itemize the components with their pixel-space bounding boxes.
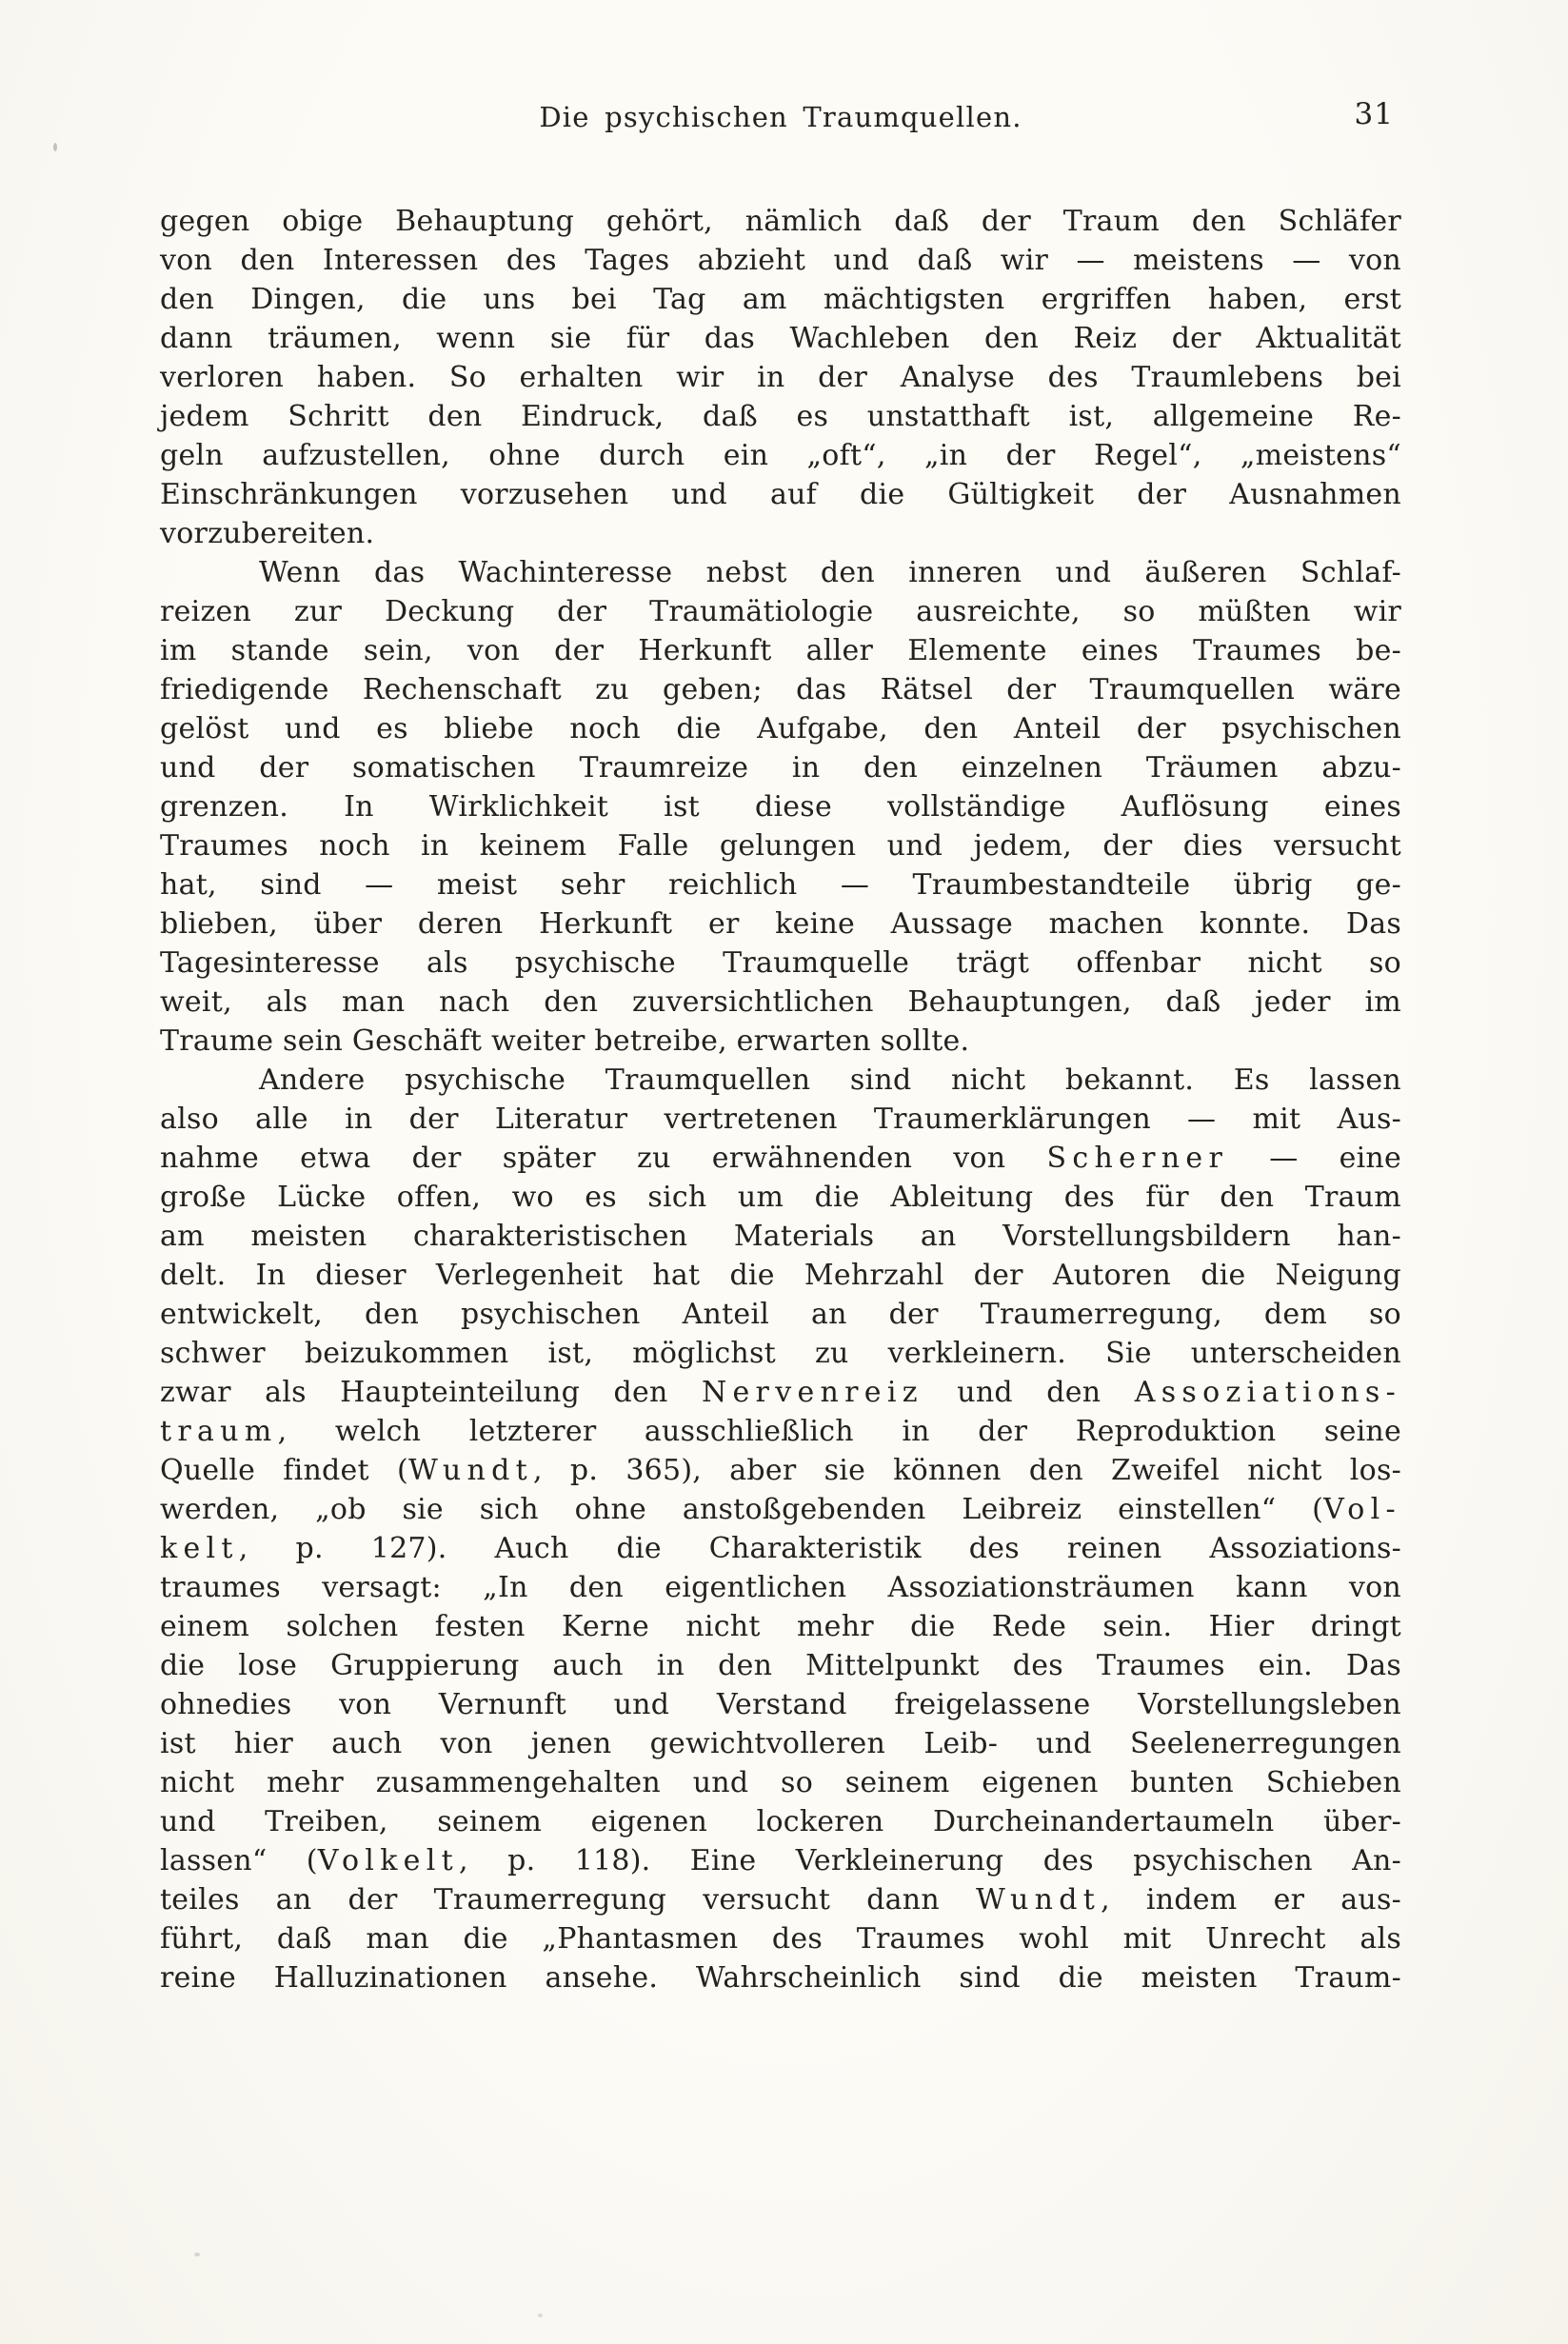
text-line: im stande sein, von der Herkunft aller Elemente eines Traumes be- — [160, 634, 1401, 667]
text-line: Einschränkungen vorzusehen und auf die Gültigkeit der Ausnahmen — [160, 478, 1401, 511]
text-line: kelt, p. 127). Auch die Charakteristik des reinen Assoziations- — [160, 1532, 1401, 1565]
text-line: die lose Gruppierung auch in den Mittelpunkt des Traumes ein. Das — [160, 1649, 1401, 1682]
text-line: weit, als man nach den zuversichtlichen Behauptungen, daß jeder im — [160, 985, 1401, 1019]
running-head — [160, 97, 1401, 143]
emphasized-name: Vol- — [1323, 1493, 1401, 1526]
text-line: geln aufzustellen, ohne durch ein „oft“, „in der Regel“, „meistens“ — [160, 439, 1401, 472]
text-line: Traume sein Geschäft weiter betreibe, erwarten sollte. — [160, 1024, 970, 1058]
text-line: gelöst und es bliebe noch die Aufgabe, den Anteil der psychischen — [160, 712, 1401, 745]
text-line: reizen zur Deckung der Traumätiologie ausreichte, so müßten wir — [160, 595, 1401, 628]
text-line: hat, sind — meist sehr reichlich — Traumbestandteile übrig ge- — [160, 868, 1401, 902]
text-column — [160, 0, 1401, 1997]
text-line: führt, daß man die „Phantasmen des Traumes wohl mit Unrecht als — [160, 1922, 1401, 1956]
scan-artifact-dot — [194, 2253, 200, 2256]
text-line: reine Halluzinationen ansehe. Wahrscheinlich sind die meisten Traum- — [160, 1961, 1401, 1995]
text-line: Wenn das Wachinteresse nebst den inneren und äußeren Schlaf- — [259, 556, 1401, 589]
text-line: delt. In dieser Verlegenheit hat die Mehrzahl der Autoren die Neigung — [160, 1259, 1401, 1292]
text-line: große Lücke offen, wo es sich um die Ableitung des für den Traum — [160, 1181, 1401, 1214]
text-line: dann träumen, wenn sie für das Wachleben den Reiz der Aktualität — [160, 322, 1401, 355]
running-head-title: Die psychischen Traumquellen. — [539, 101, 1022, 133]
text-line: Quelle findet (Wundt, p. 365), aber sie können den Zweifel nicht los- — [160, 1454, 1401, 1487]
text-line: Andere psychische Traumquellen sind nicht bekannt. Es lassen — [259, 1063, 1401, 1097]
emphasized-name: kelt — [160, 1532, 239, 1565]
text-line: traumes versagt: „In den eigentlichen Assoziationsträumen kann von — [160, 1571, 1401, 1604]
emphasized-name: traum — [160, 1415, 278, 1448]
text-line: zwar als Haupteinteilung den Nervenreiz und den Assoziations- — [160, 1376, 1402, 1409]
text-line: gegen obige Behauptung gehört, nämlich daß der Traum den Schläfer — [160, 205, 1401, 238]
page-number: 31 — [1354, 97, 1394, 131]
text-block — [160, 202, 1401, 1997]
text-line: den Dingen, die uns bei Tag am mächtigsten ergriffen haben, erst — [160, 283, 1401, 316]
text-line: Tagesinteresse als psychische Traumquelle trägt offenbar nicht so — [160, 946, 1401, 980]
emphasized-name: Volkelt — [317, 1844, 459, 1877]
text-line: nicht mehr zusammengehalten und so seinem eigenen bunten Schieben — [160, 1766, 1401, 1799]
text-line: traum, welch letzterer ausschließlich in der Reproduktion seine — [160, 1415, 1401, 1448]
emphasized-name: Wundt — [407, 1454, 533, 1487]
text-line: grenzen. In Wirklichkeit ist diese vollständige Auflösung eines — [160, 790, 1401, 824]
text-line: teiles an der Traumerregung versucht dann Wundt, indem er aus- — [160, 1883, 1401, 1917]
text-line: verloren haben. So erhalten wir in der Analyse des Traumlebens bei — [160, 361, 1401, 394]
text-line: und Treiben, seinem eigenen lockeren Durcheinandertaumeln über- — [160, 1805, 1401, 1838]
text-line: ohnedies von Vernunft und Verstand freigelassene Vorstellungsleben — [160, 1688, 1401, 1721]
text-line: ist hier auch von jenen gewichtvolleren Leib- und Seelenerregungen — [160, 1727, 1401, 1760]
text-line: lassen“ (Volkelt, p. 118). Eine Verkleinerung des psychischen An- — [160, 1844, 1401, 1877]
text-line: entwickelt, den psychischen Anteil an der Traumerregung, dem so — [160, 1298, 1401, 1331]
emphasized-name: Scherner — [1046, 1142, 1229, 1175]
text-line: einem solchen festen Kerne nicht mehr die Rede sein. Hier dringt — [160, 1610, 1401, 1643]
text-line: also alle in der Literatur vertretenen Traumerklärungen — mit Aus- — [160, 1102, 1401, 1136]
text-line: werden, „ob sie sich ohne anstoßgebenden Leibreiz einstellen“ (Vol- — [160, 1493, 1401, 1526]
text-line: friedigende Rechenschaft zu geben; das Rätsel der Traumquellen wäre — [160, 673, 1401, 706]
text-line: blieben, über deren Herkunft er keine Aussage machen konnte. Das — [160, 907, 1401, 941]
text-line: vorzubereiten. — [160, 517, 375, 550]
scan-artifact-dot — [538, 2314, 543, 2317]
emphasized-name: Wundt — [976, 1883, 1102, 1917]
text-line: von den Interessen des Tages abzieht und daß wir — meistens — von — [160, 244, 1401, 277]
text-line: am meisten charakteristischen Materials an Vorstellungsbildern han- — [160, 1220, 1401, 1253]
emphasized-name: Nervenreiz — [701, 1376, 923, 1409]
scan-artifact-dot — [53, 143, 57, 151]
text-line: Traumes noch in keinem Falle gelungen und jedem, der dies versucht — [160, 829, 1401, 863]
text-line: nahme etwa der später zu erwähnenden von Scherner — eine — [160, 1142, 1402, 1175]
text-line: schwer beizukommen ist, möglichst zu verkleinern. Sie unterscheiden — [160, 1337, 1401, 1370]
text-line: jedem Schritt den Eindruck, daß es unstatthaft ist, allgemeine Re- — [160, 400, 1401, 433]
emphasized-name: Assoziations- — [1134, 1376, 1402, 1409]
text-line: und der somatischen Traumreize in den einzelnen Träumen abzu- — [160, 751, 1401, 785]
